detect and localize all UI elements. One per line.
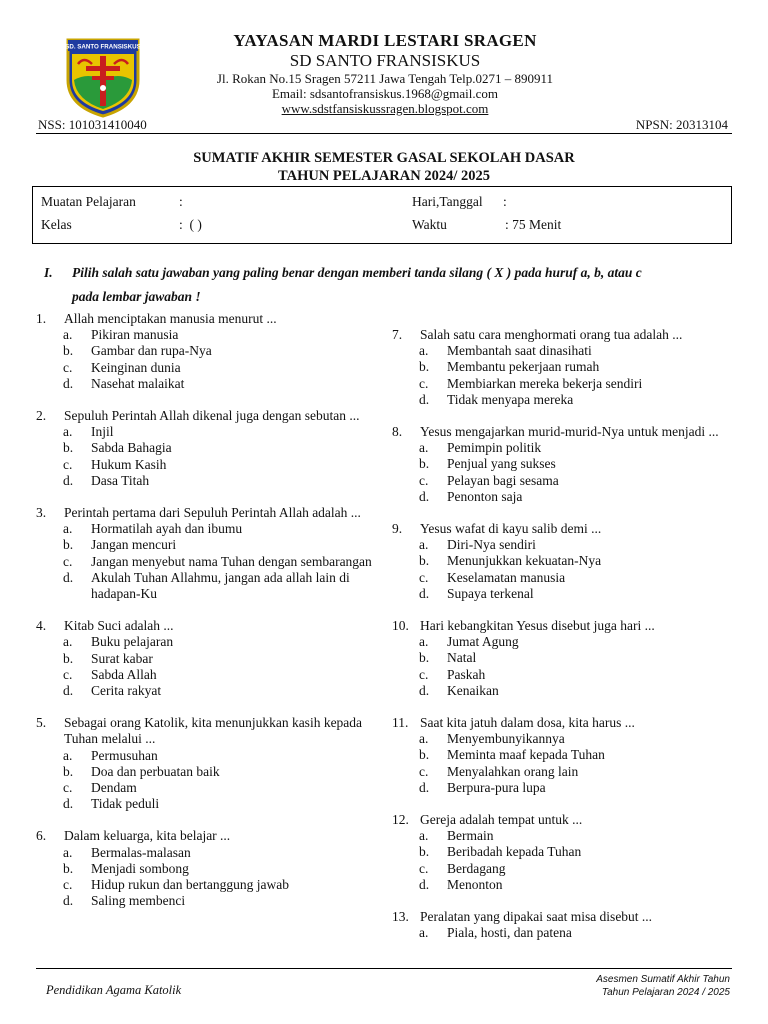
option-text: Penjual yang sukses: [447, 456, 556, 472]
questions-left-column: [36, 311, 376, 926]
answer-option: [392, 844, 732, 860]
question-row: [36, 505, 376, 521]
option-letter: b.: [419, 456, 430, 472]
question-item: [36, 715, 376, 812]
answer-option: [392, 650, 732, 666]
option-text: Bermain: [447, 828, 494, 844]
option-letter: c.: [63, 666, 73, 682]
option-letter: c.: [419, 569, 429, 585]
option-letter: a.: [419, 440, 429, 456]
option-text: Jangan menyebut nama Tuhan dengan sembarangan: [91, 553, 372, 569]
option-letter: a.: [419, 925, 429, 941]
answer-option: [392, 764, 732, 780]
answer-option: [36, 537, 376, 553]
option-text: Menyembunyikannya: [447, 731, 565, 747]
option-letter: c.: [63, 780, 73, 796]
answer-option: [36, 521, 376, 537]
question-text: Saat kita jatuh dalam dosa, kita harus ...: [420, 715, 635, 731]
answer-option: [36, 570, 376, 602]
question-item: [392, 812, 732, 893]
question-row: [392, 327, 732, 343]
option-text: Menyalahkan orang lain: [447, 763, 579, 779]
option-text: Nasehat malaikat: [91, 375, 185, 391]
header-divider: [36, 133, 732, 134]
option-letter: d.: [63, 683, 74, 699]
option-text: Supaya terkenal: [447, 585, 534, 601]
option-text: Berpura-pura lupa: [447, 779, 546, 795]
option-letter: a.: [419, 731, 429, 747]
option-letter: c.: [419, 666, 429, 682]
section-number: I.: [44, 265, 53, 280]
option-letter: c.: [63, 359, 73, 375]
option-letter: b.: [419, 553, 430, 569]
option-letter: d.: [63, 472, 74, 488]
date-value: :: [503, 194, 507, 209]
answer-option: [392, 570, 732, 586]
option-text: Akulah Tuhan Allahmu, jangan ada allah lain di hadapan-Ku: [91, 569, 350, 602]
question-text: Peralatan yang dipakai saat misa disebut ...: [420, 909, 653, 925]
answer-option: [392, 731, 732, 747]
option-text: Penonton saja: [447, 488, 523, 504]
answer-option: [392, 861, 732, 877]
option-text: Diri-Nya sendiri: [447, 537, 536, 553]
question-item: [392, 424, 732, 505]
option-text: Injil: [91, 424, 114, 440]
question-text: Yesus wafat di kayu salib demi ...: [420, 521, 602, 537]
answer-option: [36, 861, 376, 877]
option-text: Buku pelajaran: [91, 634, 174, 650]
date-label: Hari,Tanggal: [412, 194, 483, 209]
answer-option: [392, 537, 732, 553]
exam-year: TAHUN PELAJARAN 2024/ 2025: [278, 168, 490, 184]
answer-option: [36, 554, 376, 570]
option-text: Sabda Bahagia: [91, 440, 172, 456]
option-text: Meminta maaf kepada Tuhan: [447, 747, 605, 763]
answer-option: [392, 473, 732, 489]
question-item: [36, 311, 376, 392]
question-row: [36, 618, 376, 634]
question-number: 4.: [36, 618, 47, 634]
option-letter: d.: [419, 488, 430, 504]
question-row: [36, 715, 376, 747]
question-item: [392, 909, 732, 941]
answer-option: [392, 359, 732, 375]
class-value: : ( ): [179, 217, 202, 232]
answer-option: [392, 343, 732, 359]
option-text: Keselamatan manusia: [447, 569, 566, 585]
question-number: 7.: [392, 327, 403, 342]
answer-option: [36, 845, 376, 861]
option-text: Membantu pekerjaan rumah: [447, 359, 600, 375]
option-letter: d.: [63, 569, 74, 585]
instruction-text-continued: pada lembar jawaban !: [72, 289, 201, 304]
question-number: 12.: [392, 812, 409, 828]
option-text: Piala, hosti, dan patena: [447, 925, 572, 941]
option-letter: d.: [63, 375, 74, 391]
logo-text: SD. SANTO FRANSISKUS: [65, 43, 141, 51]
answer-option: [36, 376, 376, 392]
question-row: [36, 408, 376, 424]
option-text: Membantah saat dinasihati: [447, 343, 592, 359]
answer-option: [392, 925, 732, 941]
answer-option: [36, 764, 376, 780]
question-text: Kitab Suci adalah ...: [64, 618, 174, 634]
instruction-text: Pilih salah satu jawaban yang paling benar dengan memberi tanda silang ( X ) pada huruf a, b, atau c: [72, 265, 642, 280]
option-text: Menunjukkan kekuatan-Nya: [447, 553, 602, 569]
answer-option: [36, 667, 376, 683]
option-text: Surat kabar: [91, 650, 153, 666]
option-letter: d.: [419, 779, 430, 795]
question-text: Perintah pertama dari Sepuluh Perintah Allah adalah ...: [64, 505, 361, 521]
option-letter: a.: [63, 747, 73, 763]
subject-value: :: [179, 194, 183, 209]
question-text: Dalam keluarga, kita belajar ...: [64, 828, 231, 844]
answer-option: [36, 893, 376, 909]
option-letter: b.: [63, 440, 74, 456]
option-text: Natal: [447, 650, 477, 666]
option-text: Jumat Agung: [447, 634, 519, 650]
answer-option: [36, 360, 376, 376]
question-number: 3.: [36, 505, 47, 521]
option-text: Kenaikan: [447, 682, 499, 698]
question-number: 13.: [392, 909, 409, 925]
exam-title: SUMATIF AKHIR SEMESTER GASAL SEKOLAH DASAR: [193, 150, 575, 166]
answer-option: [36, 748, 376, 764]
answer-option: [36, 424, 376, 440]
option-text: Jangan mencuri: [91, 537, 177, 553]
question-number: 11.: [392, 715, 409, 731]
option-letter: b.: [63, 763, 74, 779]
option-text: Hidup rukun dan bertanggung jawab: [91, 877, 289, 893]
answer-option: [36, 796, 376, 812]
answer-option: [36, 877, 376, 893]
footer-subject: Pendidikan Agama Katolik: [46, 983, 182, 997]
option-text: Menonton: [447, 876, 503, 892]
class-label: Kelas: [41, 217, 72, 232]
option-letter: d.: [63, 893, 74, 909]
question-item: [36, 408, 376, 489]
option-letter: d.: [419, 682, 430, 698]
school-name: SD SANTO FRANSISKUS: [289, 51, 481, 70]
answer-option: [392, 828, 732, 844]
question-number: 2.: [36, 408, 47, 424]
answer-option: [392, 376, 732, 392]
answer-option: [392, 747, 732, 763]
question-item: [392, 715, 732, 796]
question-text: Allah menciptakan manusia menurut ...: [64, 311, 277, 326]
option-letter: b.: [419, 650, 430, 666]
question-row: [392, 715, 732, 731]
question-row: [392, 909, 732, 925]
option-text: Saling membenci: [91, 893, 186, 909]
option-letter: d.: [419, 585, 430, 601]
nss-number: NSS: 101031410040: [38, 117, 147, 132]
answer-option: [36, 683, 376, 699]
option-letter: a.: [63, 521, 73, 537]
question-number: 8.: [392, 424, 403, 440]
question-number: 1.: [36, 311, 47, 326]
school-address: Jl. Rokan No.15 Sragen 57211 Jawa Tengah Telp.0271 – 890911: [216, 71, 554, 86]
answer-option: [392, 586, 732, 602]
answer-option: [392, 440, 732, 456]
option-text: Gambar dan rupa-Nya: [91, 343, 212, 359]
question-text: Salah satu cara menghormati orang tua adalah ...: [420, 327, 683, 342]
option-letter: b.: [63, 343, 74, 359]
answer-option: [36, 473, 376, 489]
answer-option: [392, 634, 732, 650]
option-letter: d.: [419, 876, 430, 892]
answer-option: [392, 780, 732, 796]
option-letter: c.: [419, 860, 429, 876]
question-number: 10.: [392, 618, 409, 634]
question-text: Hari kebangkitan Yesus disebut juga hari ...: [420, 618, 655, 634]
time-label: Waktu: [412, 217, 447, 232]
npsn-number: NPSN: 20313104: [635, 117, 728, 132]
option-letter: a.: [419, 634, 429, 650]
option-text: Dasa Titah: [91, 472, 150, 488]
question-item: [392, 521, 732, 602]
question-number: 5.: [36, 715, 47, 731]
answer-option: [36, 343, 376, 359]
option-text: Pelayan bagi sesama: [447, 472, 559, 488]
question-number: 9.: [392, 521, 403, 537]
question-item: [36, 828, 376, 909]
answer-option: [36, 440, 376, 456]
answer-option: [36, 651, 376, 667]
question-item: [36, 505, 376, 602]
time-value: : 75 Menit: [505, 217, 562, 232]
option-text: Pikiran manusia: [91, 327, 179, 343]
option-letter: a.: [63, 424, 73, 440]
question-text: Yesus mengajarkan murid-murid-Nya untuk menjadi ...: [420, 424, 719, 440]
option-text: Berdagang: [447, 860, 506, 876]
option-letter: a.: [419, 343, 429, 359]
answer-option: [36, 327, 376, 343]
option-letter: c.: [419, 375, 429, 391]
option-letter: c.: [63, 456, 73, 472]
foundation-name: YAYASAN MARDI LESTARI SRAGEN: [233, 31, 537, 50]
option-text: Doa dan perbuatan baik: [91, 763, 220, 779]
question-row: [36, 828, 376, 844]
option-text: Bermalas-malasan: [91, 844, 191, 860]
option-letter: c.: [419, 763, 429, 779]
option-letter: c.: [419, 472, 429, 488]
question-number: 6.: [36, 828, 47, 844]
question-item: [392, 327, 732, 408]
question-text: Gereja adalah tempat untuk ...: [420, 812, 583, 828]
option-text: Tidak peduli: [91, 796, 160, 812]
question-row: [392, 424, 732, 440]
answer-option: [36, 780, 376, 796]
option-text: Dendam: [91, 780, 137, 796]
option-text: Beribadah kepada Tuhan: [447, 844, 582, 860]
question-row: [36, 311, 376, 327]
option-letter: c.: [63, 877, 73, 893]
footer-assessment: Asesmen Sumatif Akhir Tahun: [596, 974, 730, 985]
answer-option: [392, 489, 732, 505]
option-text: Permusuhan: [91, 747, 158, 763]
answer-option: [392, 456, 732, 472]
option-letter: b.: [63, 537, 74, 553]
question-row: [392, 618, 732, 634]
option-text: Paskah: [447, 666, 486, 682]
school-email: Email: sdsantofransiskus.1968@gmail.com: [271, 86, 499, 101]
footer-divider: [36, 968, 732, 969]
answer-option: [36, 634, 376, 650]
option-letter: a.: [63, 634, 73, 650]
option-letter: a.: [419, 828, 429, 844]
option-text: Hukum Kasih: [91, 456, 167, 472]
answer-option: [392, 553, 732, 569]
option-text: Keinginan dunia: [91, 359, 181, 375]
subject-label: Muatan Pelajaran: [41, 194, 136, 209]
school-logo: [64, 34, 142, 118]
option-letter: a.: [63, 327, 73, 343]
option-letter: d.: [419, 391, 430, 407]
question-text: Sebagai orang Katolik, kita menunjukkan kasih kepada Tuhan melalui ...: [64, 715, 363, 747]
question-item: [36, 618, 376, 699]
option-letter: b.: [419, 747, 430, 763]
option-letter: b.: [419, 359, 430, 375]
option-text: Cerita rakyat: [91, 683, 162, 699]
school-website-link[interactable]: www.sdstfansiskussragen.blogspot.com: [281, 101, 489, 116]
option-text: Sabda Allah: [91, 666, 157, 682]
answer-option: [36, 457, 376, 473]
option-letter: b.: [63, 650, 74, 666]
option-text: Pemimpin politik: [447, 440, 542, 456]
option-text: Tidak menyapa mereka: [447, 391, 574, 407]
option-letter: d.: [63, 796, 74, 812]
option-letter: b.: [419, 844, 430, 860]
answer-option: [392, 877, 732, 893]
footer-year: Tahun Pelajaran 2024 / 2025: [601, 987, 730, 998]
exam-info-box: [32, 186, 732, 244]
question-row: [392, 521, 732, 537]
question-text: Sepuluh Perintah Allah dikenal juga dengan sebutan ...: [64, 408, 360, 424]
questions-right-column: [392, 327, 732, 958]
option-text: Membiarkan mereka bekerja sendiri: [447, 375, 643, 391]
answer-option: [392, 392, 732, 408]
answer-option: [392, 683, 732, 699]
option-letter: b.: [63, 860, 74, 876]
question-row: [392, 812, 732, 828]
option-letter: a.: [419, 537, 429, 553]
answer-option: [392, 667, 732, 683]
option-letter: a.: [63, 844, 73, 860]
option-text: Hormatilah ayah dan ibumu: [91, 521, 243, 537]
option-letter: c.: [63, 553, 73, 569]
question-item: [392, 618, 732, 699]
option-text: Menjadi sombong: [91, 860, 189, 876]
